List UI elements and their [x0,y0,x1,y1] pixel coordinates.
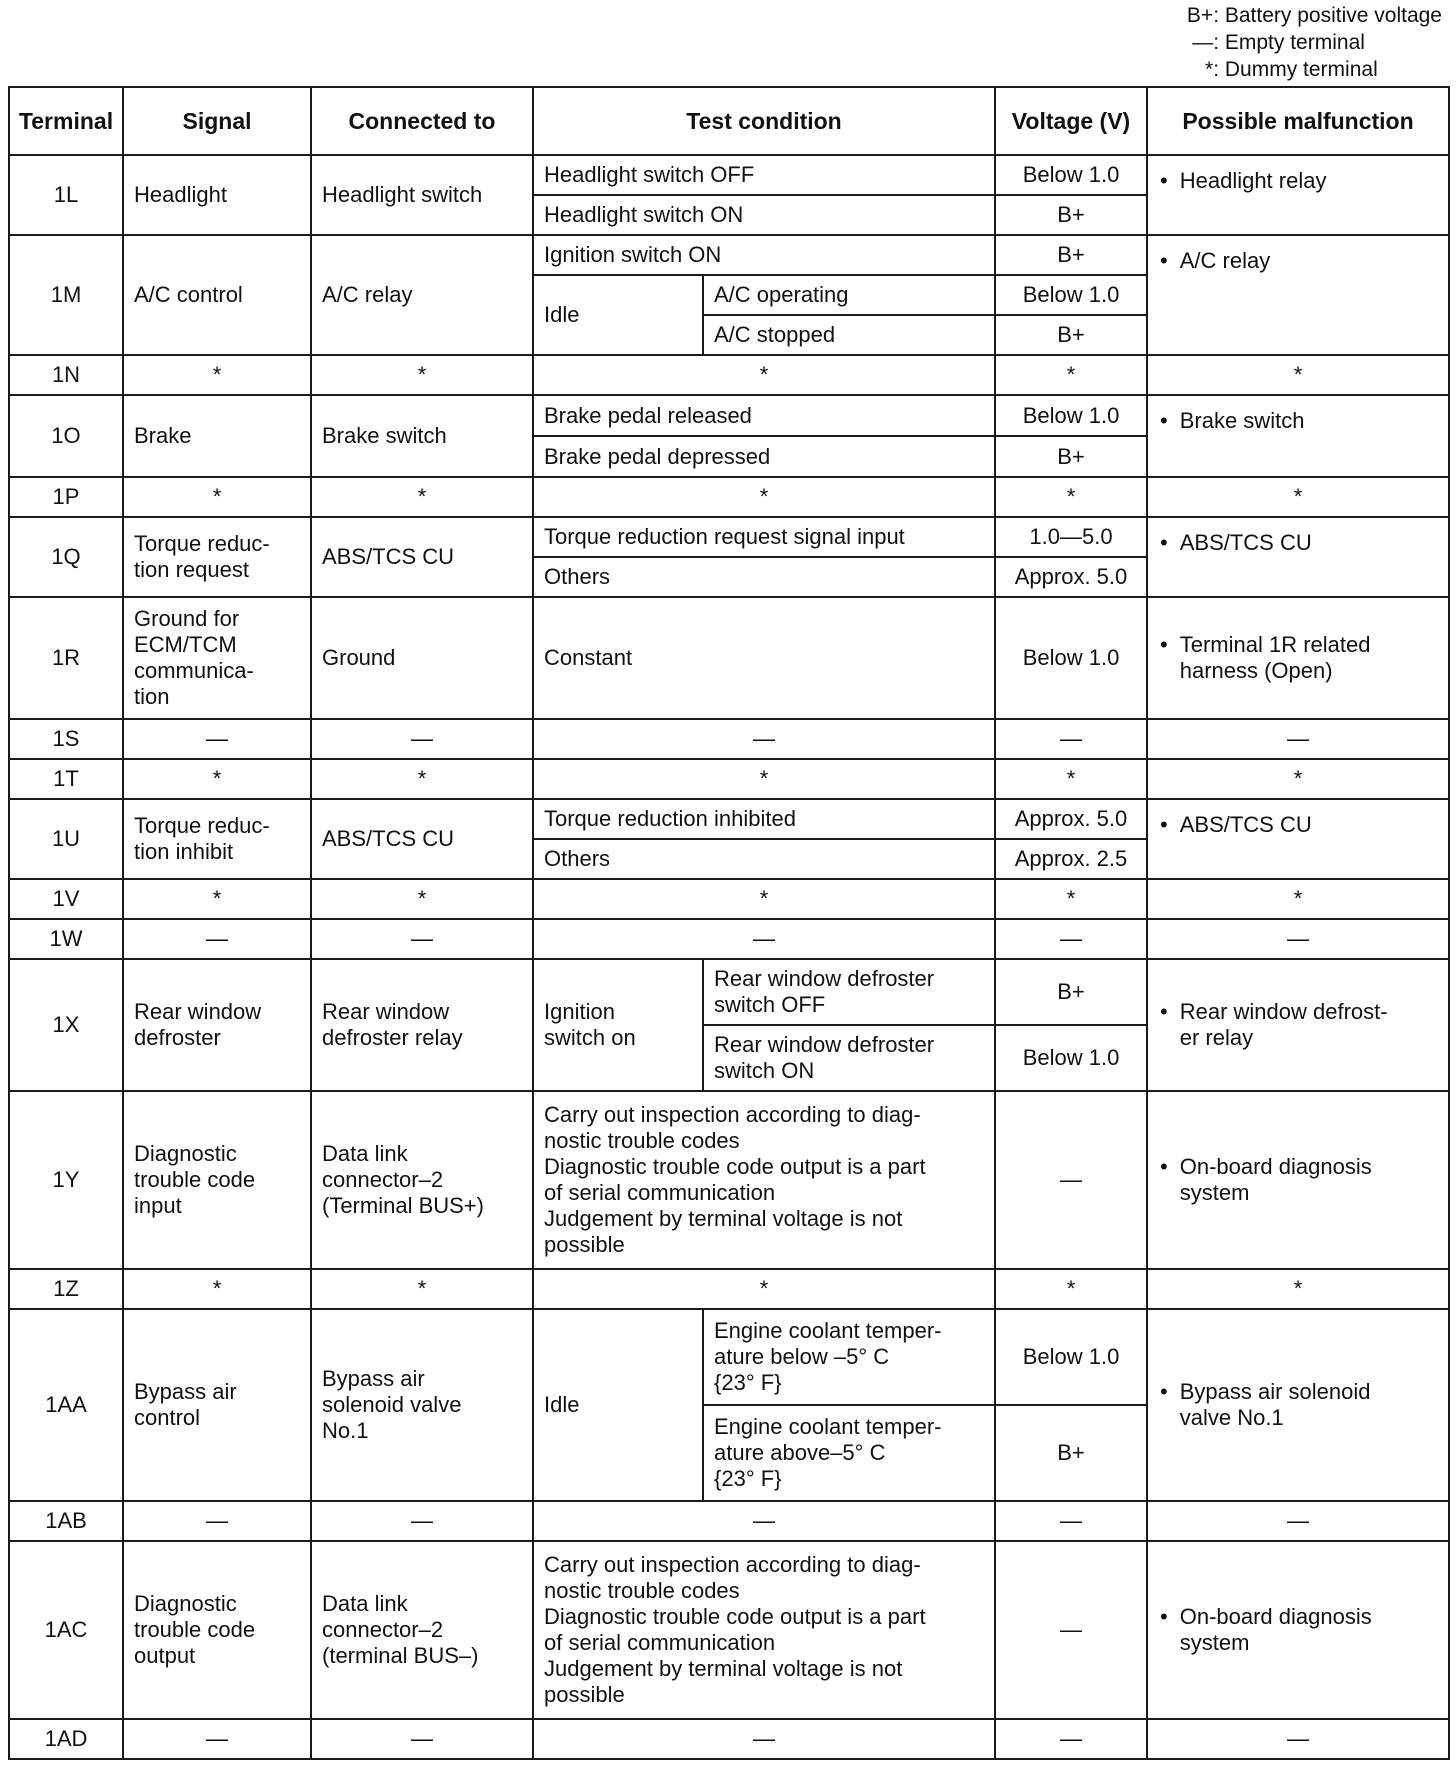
dummy-cell: * [123,1269,311,1309]
condition-cell: Carry out inspection according to diag- nostic trouble codes Diagnostic trouble code output is a part of serial communication Judgement by terminal voltage is not possible [533,1091,995,1269]
dummy-cell: * [311,355,533,395]
empty-cell: — [1147,719,1449,759]
empty-cell: — [533,719,995,759]
dummy-cell: * [1147,477,1449,517]
terminal-cell: 1P [9,477,123,517]
header-signal: Signal [123,87,311,155]
dummy-cell: * [995,477,1147,517]
table-row [9,597,1449,719]
dummy-cell: * [533,879,995,919]
dummy-cell: * [123,355,311,395]
empty-cell: — [123,1719,311,1759]
voltage-cell: Below 1.0 [995,155,1147,195]
empty-cell: — [311,919,533,959]
dummy-cell: * [123,759,311,799]
dummy-cell: * [533,355,995,395]
dummy-cell: * [533,477,995,517]
dummy-cell: * [1147,355,1449,395]
header-row [9,87,1449,155]
condition-cell: Torque reduction request signal input [533,517,995,557]
table-row [9,919,1449,959]
table-row [9,1309,1449,1405]
dummy-cell: * [533,1269,995,1309]
terminal-cell: 1AC [9,1541,123,1719]
malfunction-cell: • Bypass air solenoid valve No.1 [1147,1309,1449,1501]
header-test-condition: Test condition [533,87,995,155]
table-row [9,395,1449,436]
condition-cell: Torque reduction inhibited [533,799,995,839]
header-connected: Connected to [311,87,533,155]
condition-cell: Rear window defroster switch OFF [703,959,995,1025]
condition-cell: Carry out inspection according to diag- nostic trouble codes Diagnostic trouble code output is a part of serial communication Judgement by terminal voltage is not possible [533,1541,995,1719]
header-voltage: Voltage (V) [995,87,1147,155]
malfunction-cell: • On-board diagnosis system [1147,1541,1449,1719]
empty-cell: — [1147,1719,1449,1759]
signal-cell: Torque reduc- tion inhibit [123,799,311,879]
legend-item: *: Dummy terminal [1205,58,1378,81]
terminal-table [8,86,1450,1760]
dummy-cell: * [995,879,1147,919]
terminal-cell: 1V [9,879,123,919]
signal-cell: Brake [123,395,311,477]
terminal-cell: 1T [9,759,123,799]
signal-cell: Torque reduc- tion request [123,517,311,597]
empty-cell: — [995,1719,1147,1759]
voltage-cell: — [995,1541,1147,1719]
connected-cell: A/C relay [311,235,533,355]
empty-cell: — [123,919,311,959]
condition-group-cell: Idle [533,275,703,355]
table-row [9,1501,1449,1541]
terminal-cell: 1N [9,355,123,395]
condition-cell: A/C stopped [703,315,995,355]
table-row [9,155,1449,195]
empty-cell: — [533,919,995,959]
terminal-cell: 1W [9,919,123,959]
connected-cell: Headlight switch [311,155,533,235]
malfunction-cell: • Headlight relay [1147,155,1449,235]
voltage-cell: Below 1.0 [995,1309,1147,1405]
condition-cell: Constant [533,597,995,719]
terminal-cell: 1U [9,799,123,879]
legend [1185,2,1442,83]
table-row [9,477,1449,517]
dummy-cell: * [995,759,1147,799]
connected-cell: Bypass air solenoid valve No.1 [311,1309,533,1501]
table-row [9,355,1449,395]
voltage-cell: B+ [995,1405,1147,1501]
voltage-cell: Approx. 5.0 [995,799,1147,839]
voltage-cell: B+ [995,235,1147,275]
dummy-cell: * [311,477,533,517]
voltage-cell: Below 1.0 [995,1025,1147,1091]
empty-cell: — [995,1501,1147,1541]
terminal-cell: 1S [9,719,123,759]
connected-cell: Brake switch [311,395,533,477]
connected-cell: Ground [311,597,533,719]
table-row [9,879,1449,919]
dummy-cell: * [995,355,1147,395]
table-row [9,235,1449,275]
table-row [9,719,1449,759]
empty-cell: — [995,919,1147,959]
voltage-cell: B+ [995,195,1147,235]
empty-cell: — [311,719,533,759]
condition-cell: Brake pedal depressed [533,436,995,477]
condition-cell: A/C operating [703,275,995,315]
voltage-cell: B+ [995,959,1147,1025]
dummy-cell: * [533,759,995,799]
voltage-cell: 1.0—5.0 [995,517,1147,557]
header-terminal: Terminal [9,87,123,155]
dummy-cell: * [311,879,533,919]
connected-cell: Data link connector–2 (Terminal BUS+) [311,1091,533,1269]
terminal-cell: 1M [9,235,123,355]
empty-cell: — [123,719,311,759]
dummy-cell: * [123,879,311,919]
condition-cell: Engine coolant temper- ature below –5° C {23° F} [703,1309,995,1405]
table-row [9,759,1449,799]
connected-cell: Rear window defroster relay [311,959,533,1091]
condition-cell: Others [533,557,995,597]
legend-item: —: Empty terminal [1192,31,1365,54]
malfunction-cell: • A/C relay [1147,235,1449,355]
table-row [9,799,1449,839]
voltage-cell: Below 1.0 [995,597,1147,719]
empty-cell: — [123,1501,311,1541]
empty-cell: — [311,1719,533,1759]
dummy-cell: * [311,1269,533,1309]
terminal-cell: 1O [9,395,123,477]
empty-cell: — [533,1719,995,1759]
signal-cell: Ground for ECM/TCM communica- tion [123,597,311,719]
table-row [9,1719,1449,1759]
terminal-cell: 1AA [9,1309,123,1501]
empty-cell: — [995,719,1147,759]
dummy-cell: * [1147,759,1449,799]
malfunction-cell: • Brake switch [1147,395,1449,477]
signal-cell: A/C control [123,235,311,355]
condition-cell: Engine coolant temper- ature above–5° C {23° F} [703,1405,995,1501]
malfunction-cell: • ABS/TCS CU [1147,799,1449,879]
voltage-cell: Approx. 5.0 [995,557,1147,597]
legend-item: B+: Battery positive voltage [1186,4,1442,27]
empty-cell: — [1147,1501,1449,1541]
connected-cell: ABS/TCS CU [311,517,533,597]
voltage-cell: Approx. 2.5 [995,839,1147,879]
connected-cell: ABS/TCS CU [311,799,533,879]
malfunction-cell: • Rear window defrost- er relay [1147,959,1449,1091]
table-row [9,517,1449,557]
connected-cell: Data link connector–2 (terminal BUS–) [311,1541,533,1719]
signal-cell: Diagnostic trouble code input [123,1091,311,1269]
signal-cell: Bypass air control [123,1309,311,1501]
voltage-cell: Below 1.0 [995,275,1147,315]
condition-cell: Headlight switch OFF [533,155,995,195]
condition-cell: Brake pedal released [533,395,995,436]
terminal-cell: 1Y [9,1091,123,1269]
malfunction-cell: • On-board diagnosis system [1147,1091,1449,1269]
voltage-cell: — [995,1091,1147,1269]
dummy-cell: * [311,759,533,799]
signal-cell: Diagnostic trouble code output [123,1541,311,1719]
voltage-cell: B+ [995,436,1147,477]
terminal-cell: 1Q [9,517,123,597]
table-row [9,1091,1449,1269]
table-row [9,1269,1449,1309]
empty-cell: — [1147,919,1449,959]
voltage-cell: Below 1.0 [995,395,1147,436]
condition-cell: Headlight switch ON [533,195,995,235]
condition-cell: Rear window defroster switch ON [703,1025,995,1091]
terminal-cell: 1Z [9,1269,123,1309]
voltage-cell: B+ [995,315,1147,355]
terminal-cell: 1R [9,597,123,719]
empty-cell: — [311,1501,533,1541]
condition-cell: Ignition switch ON [533,235,995,275]
dummy-cell: * [1147,1269,1449,1309]
dummy-cell: * [123,477,311,517]
signal-cell: Headlight [123,155,311,235]
table-row [9,959,1449,1025]
terminal-cell: 1AB [9,1501,123,1541]
table-row [9,1541,1449,1719]
terminal-cell: 1AD [9,1719,123,1759]
condition-group-cell: Idle [533,1309,703,1501]
header-malfunction: Possible malfunction [1147,87,1449,155]
malfunction-cell: • ABS/TCS CU [1147,517,1449,597]
malfunction-cell: • Terminal 1R related harness (Open) [1147,597,1449,719]
empty-cell: — [533,1501,995,1541]
dummy-cell: * [1147,879,1449,919]
condition-cell: Others [533,839,995,879]
dummy-cell: * [995,1269,1147,1309]
terminal-cell: 1L [9,155,123,235]
terminal-cell: 1X [9,959,123,1091]
condition-group-cell: Ignition switch on [533,959,703,1091]
signal-cell: Rear window defroster [123,959,311,1091]
